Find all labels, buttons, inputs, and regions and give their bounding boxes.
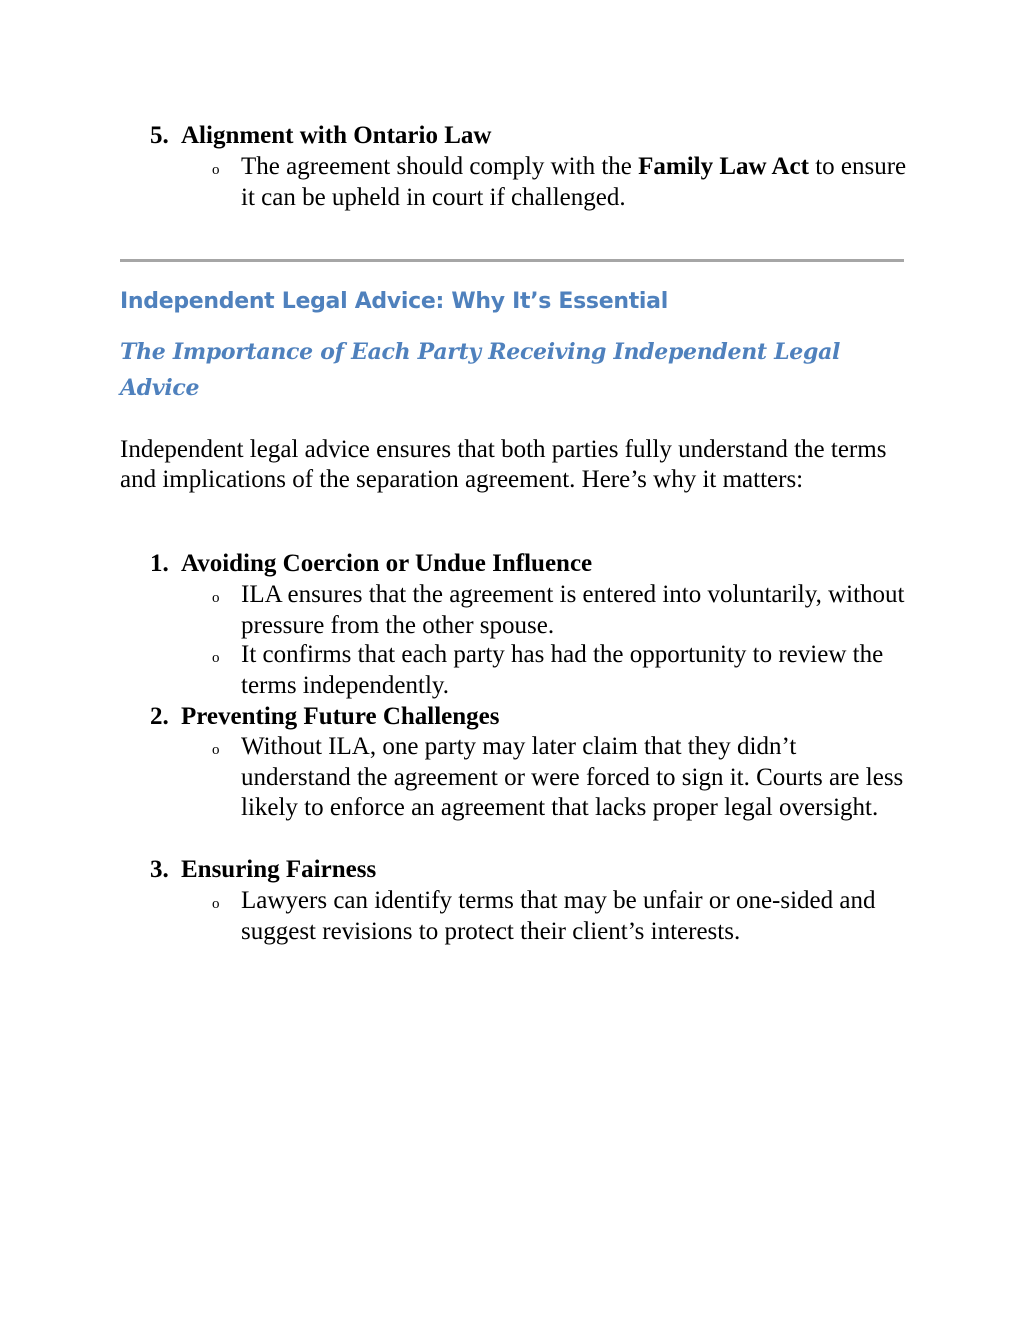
text-segment: to ensure it can be upheld in court if challenged. <box>241 153 907 211</box>
circle-bullet-icon: o <box>212 650 220 666</box>
list-item-heading <box>150 702 500 732</box>
list-item-heading <box>150 549 592 579</box>
list-number: 5. <box>150 122 169 149</box>
section-subheading: The Importance of Each Party Receiving Independent Legal Advice <box>120 339 841 401</box>
list-item-title: Avoiding Coercion or Undue Influence <box>181 550 593 577</box>
sub-list-item <box>212 580 912 641</box>
sub-list-item-text: Without ILA, one party may later claim that they didn’t understand the agreement or were forced to sign it. Courts are less likely to enforce an agreement that lacks proper legal oversight. <box>241 733 904 821</box>
circle-bullet-icon: o <box>212 742 220 758</box>
intro-paragraph: Independent legal advice ensures that both parties fully understand the terms and implications of the separation agreement. Here’s why it matters: <box>120 436 887 493</box>
sub-list-item-text <box>241 152 912 213</box>
list-number: 1. <box>150 550 169 577</box>
sub-list-item-text: Lawyers can identify terms that may be unfair or one-sided and suggest revisions to protect their client’s interests. <box>241 887 876 945</box>
circle-bullet-icon: o <box>212 590 220 606</box>
list-item-heading <box>150 855 376 885</box>
list-number: 2. <box>150 703 169 730</box>
horizontal-divider <box>120 259 904 262</box>
circle-bullet-icon: o <box>212 896 220 912</box>
list-number: 3. <box>150 856 169 883</box>
sub-list-item <box>212 732 912 824</box>
sub-list-item <box>212 640 912 701</box>
text-segment: The agreement should comply with the <box>241 153 639 180</box>
sub-list-item <box>212 152 912 213</box>
sub-list-item-text: It confirms that each party has had the opportunity to review the terms independently. <box>241 641 884 699</box>
sub-list-item-text: ILA ensures that the agreement is entered into voluntarily, without pressure from the other spouse. <box>241 581 905 639</box>
list-item-title: Alignment with Ontario Law <box>181 122 492 149</box>
sub-list-item <box>212 886 912 947</box>
bold-term: Family Law Act <box>638 153 809 180</box>
list-item-title: Preventing Future Challenges <box>181 703 500 730</box>
circle-bullet-icon: o <box>212 162 220 178</box>
section-heading: Independent Legal Advice: Why It’s Essential <box>120 289 668 314</box>
list-item-heading <box>150 121 491 151</box>
list-item-title: Ensuring Fairness <box>181 856 377 883</box>
